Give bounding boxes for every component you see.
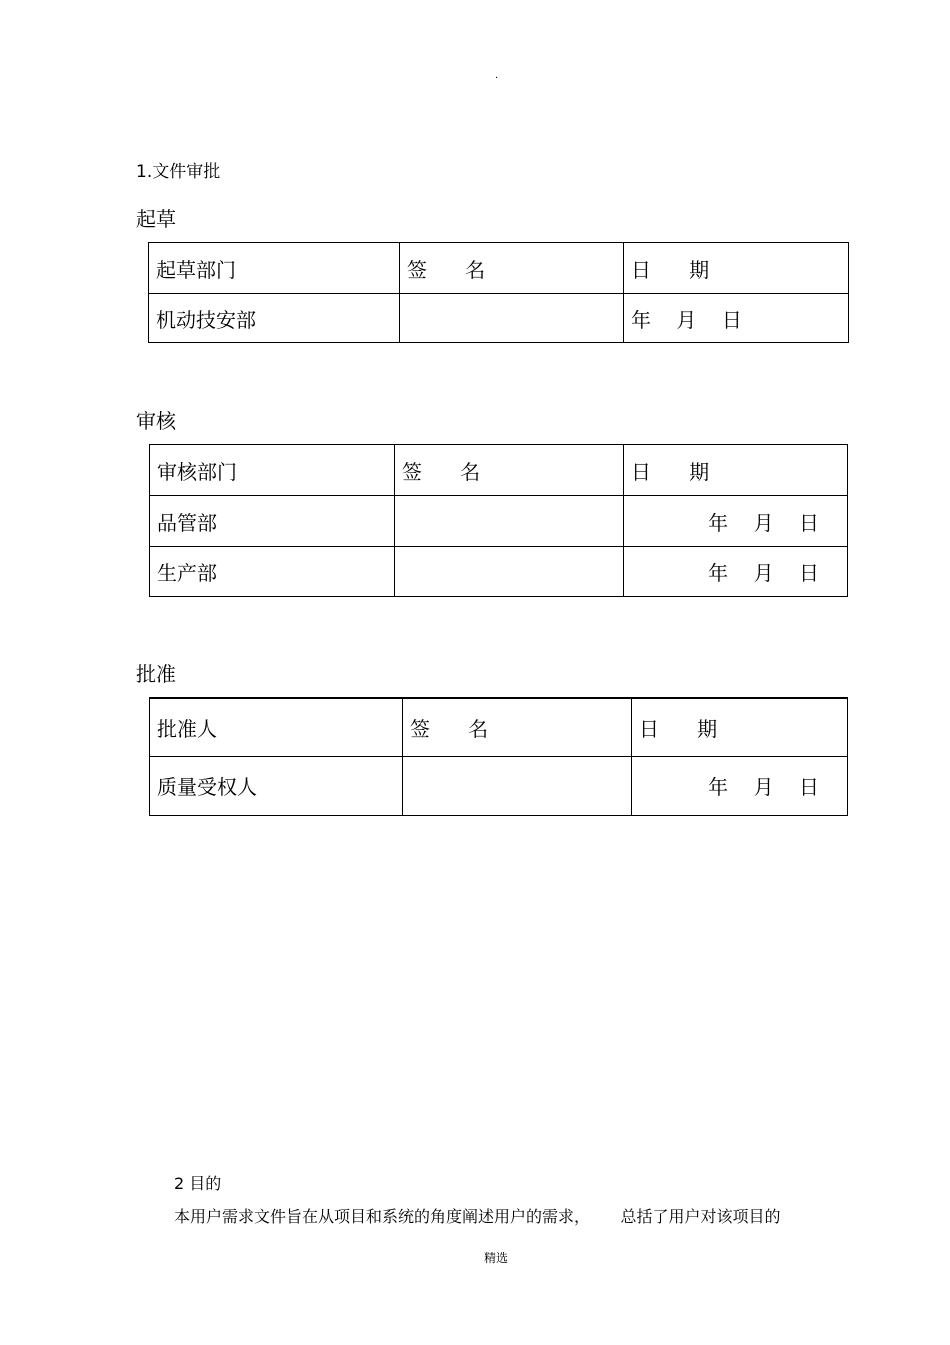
signature-cell[interactable] <box>400 294 624 343</box>
signature-cell[interactable] <box>395 496 624 547</box>
department-cell: 生产部 <box>150 547 395 597</box>
department-cell: 品管部 <box>150 496 395 547</box>
header-date: 日 期 <box>624 243 849 294</box>
review-heading: 审核 <box>136 409 176 433</box>
table-row <box>150 547 848 597</box>
table-row <box>150 496 848 547</box>
purpose-paragraph: 本用户需求文件旨在从项目和系统的角度阐述用户的需求， 总括了用户对该项目的 <box>174 1207 781 1226</box>
header-signature: 签 名 <box>400 243 624 294</box>
header-approver: 批准人 <box>150 698 403 756</box>
date-cell[interactable]: 年 月 日 <box>624 294 849 343</box>
table-row <box>150 756 848 815</box>
signature-cell[interactable] <box>403 756 632 815</box>
signature-cell[interactable] <box>395 547 624 597</box>
section-title-purpose: 2 目的 <box>174 1174 222 1193</box>
date-cell[interactable]: 年 月 日 <box>624 547 848 597</box>
header-department: 起草部门 <box>149 243 400 294</box>
draft-heading: 起草 <box>136 207 176 231</box>
table-header-row <box>150 698 848 756</box>
header-date: 日 期 <box>624 445 848 496</box>
approver-cell: 质量受权人 <box>150 756 403 815</box>
table-row <box>149 294 849 343</box>
draft-table <box>148 242 849 343</box>
approve-heading: 批准 <box>136 662 176 686</box>
department-cell: 机动技安部 <box>149 294 400 343</box>
header-date: 日 期 <box>632 698 848 756</box>
date-cell[interactable]: 年 月 日 <box>632 756 848 815</box>
header-department: 审核部门 <box>150 445 395 496</box>
page-footer: 精选 <box>484 1251 509 1265</box>
table-header-row <box>150 445 848 496</box>
review-table <box>149 444 848 597</box>
header-signature: 签 名 <box>395 445 624 496</box>
approve-table <box>149 697 848 816</box>
date-cell[interactable]: 年 月 日 <box>624 496 848 547</box>
header-signature: 签 名 <box>403 698 632 756</box>
header-mark: . <box>495 70 499 81</box>
section-title-approval: 1.文件审批 <box>136 162 221 182</box>
table-header-row <box>149 243 849 294</box>
